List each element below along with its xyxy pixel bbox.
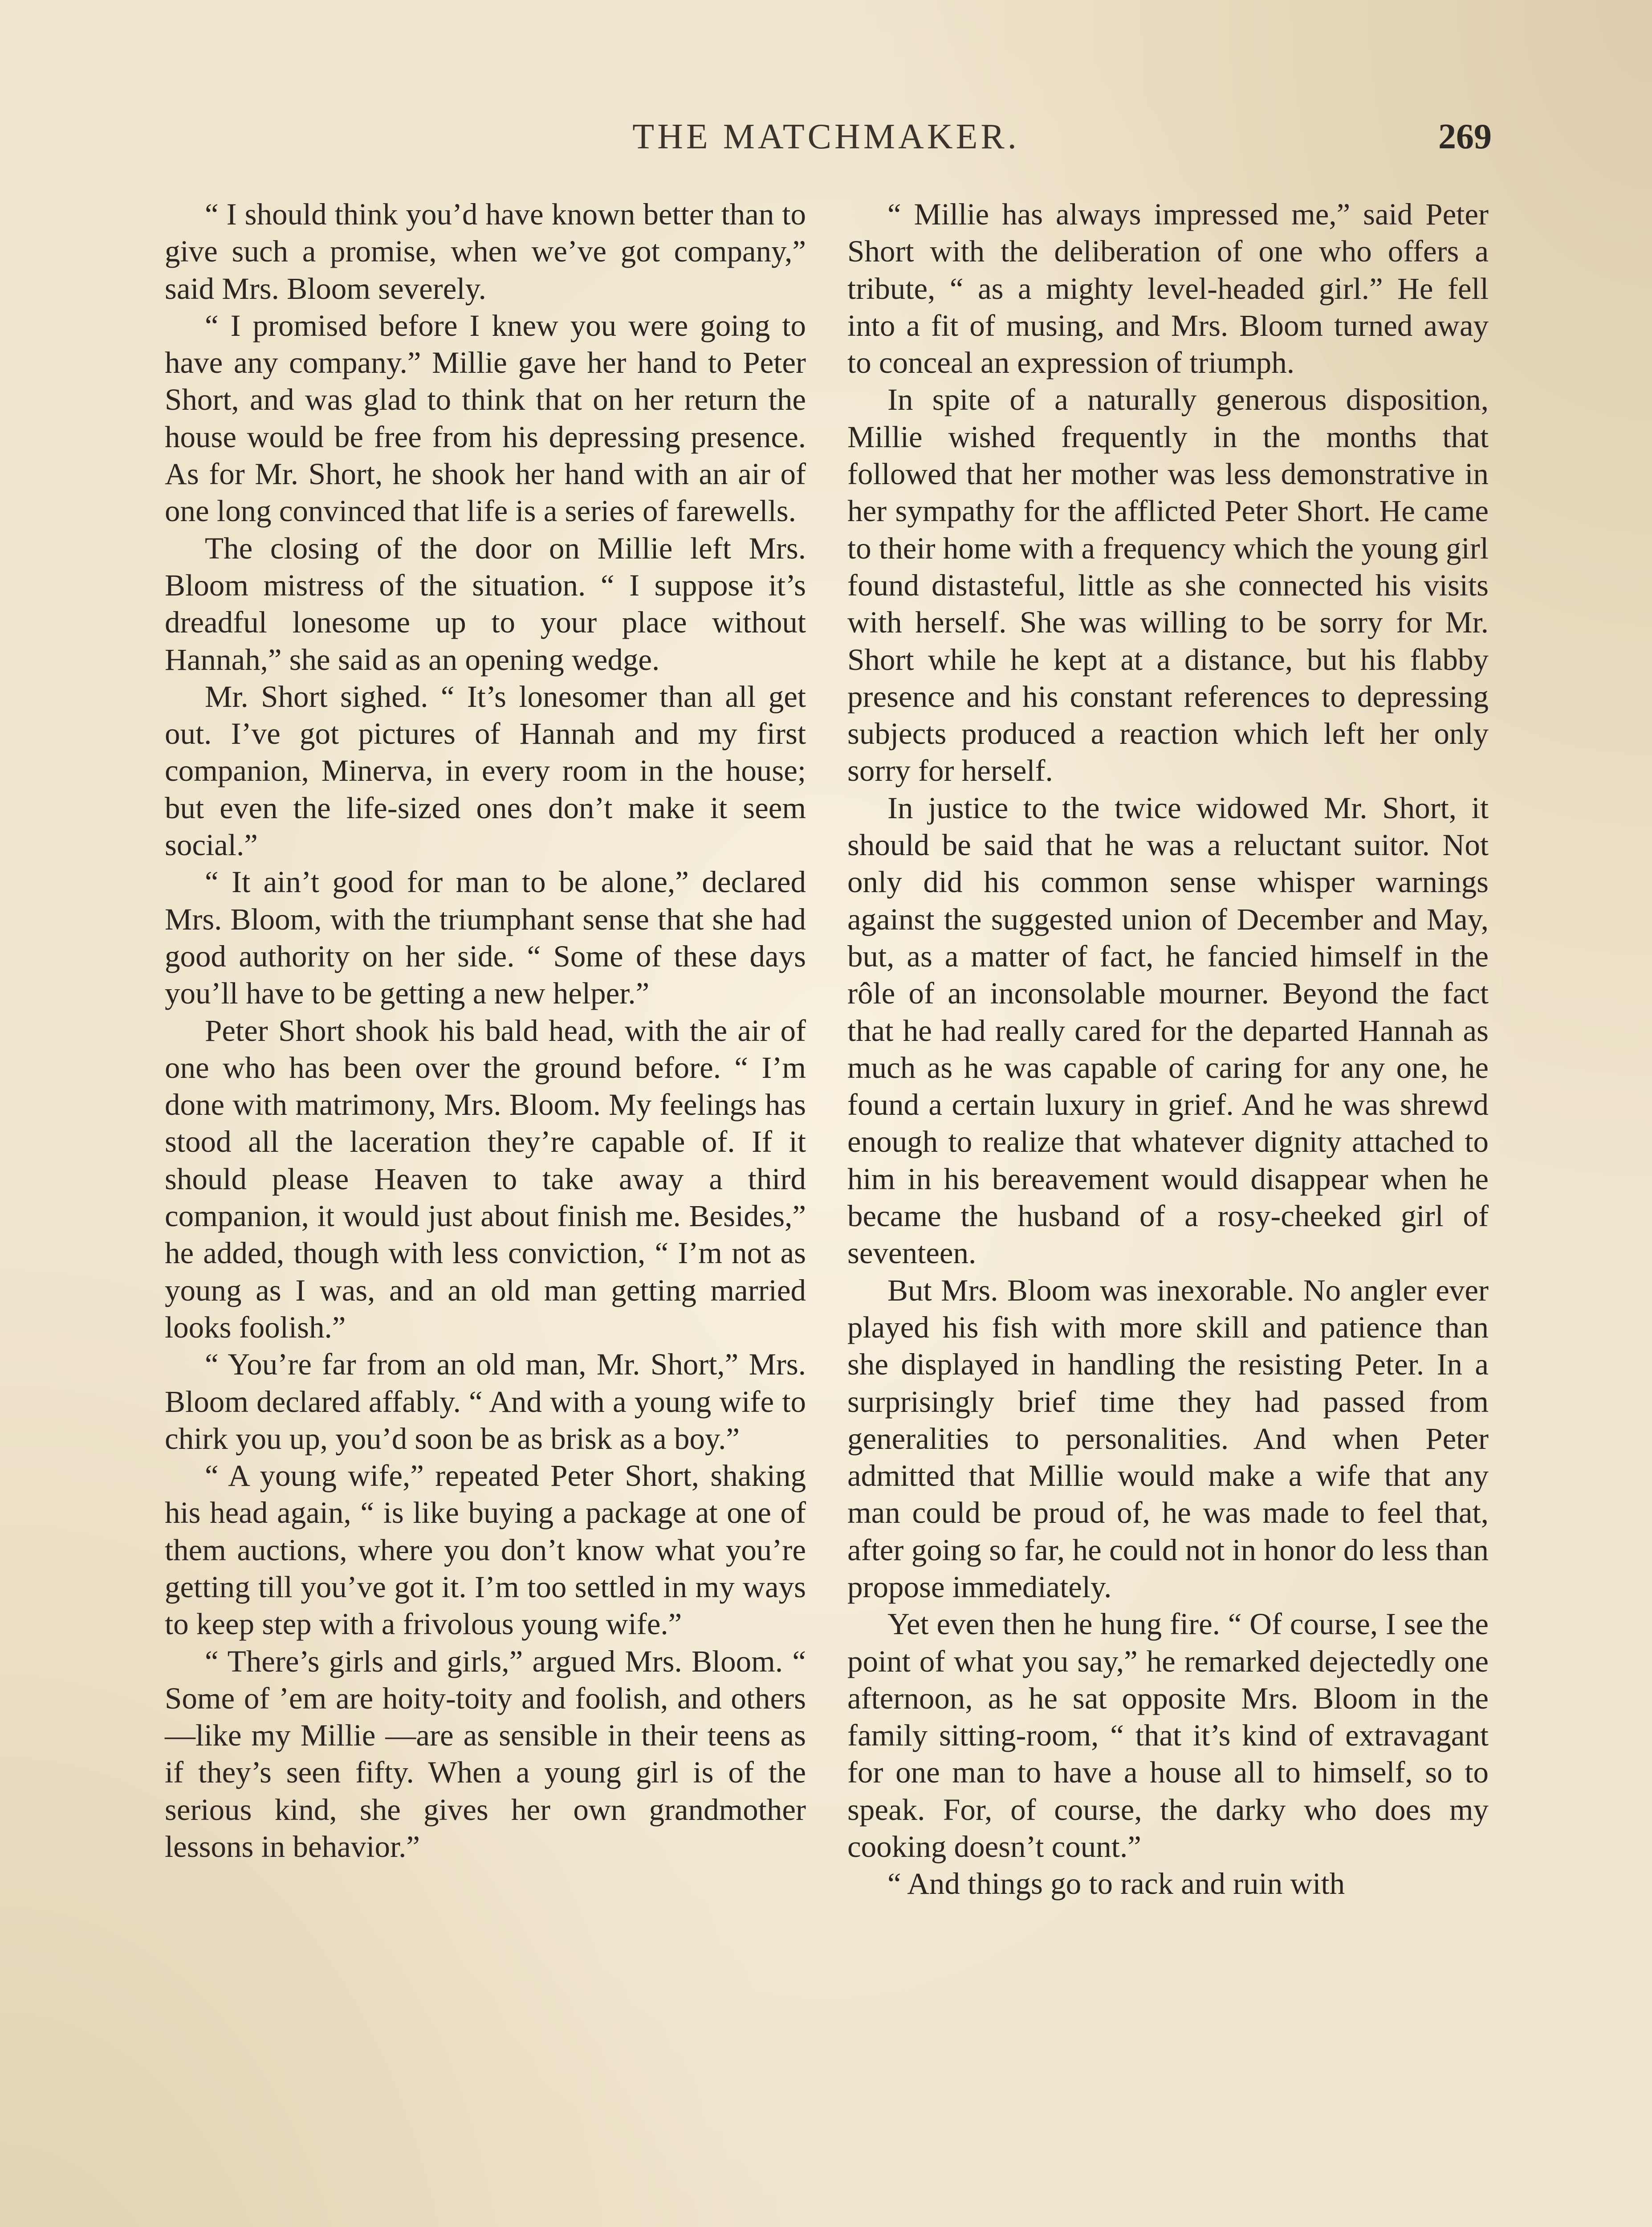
paragraph: “ And things go to rack and ruin with <box>887 1867 1345 1901</box>
paragraph: The closing of the door on Millie left Mrs. Bloom mistress of the situation. “ I suppose it’s dreadful lonesome up to your place without Hannah,” she said as an opening wedge. <box>165 531 806 677</box>
page-number: 269 <box>1438 117 1492 156</box>
paragraph: “ You’re far from an old man, Mr. Short,” Mrs. Bloom declared affably. “ And with a young wife to chirk you up, you’d soon be as brisk as a boy.” <box>165 1347 806 1456</box>
right-column <box>847 196 1489 1903</box>
paragraph: Peter Short shook his bald head, with the air of one who has been over the ground before. “ I’m done with matrimony, Mrs. Bloom. My feelings has stood all the laceration they’re capable of. If it should please Heaven to take away a third companion, it would just about finish me. Besides,” he added, though with less conviction, “ I’m not as young as I was, and an old man getting married looks foolish.” <box>165 1013 806 1344</box>
paragraph: But Mrs. Bloom was inexorable. No angler ever played his fish with more skill and patience than she displayed in handling the resisting Peter. In a surprisingly brief time they had passed from generalities to personalities. And when Peter admitted that Millie would make a wife that any man could be proud of, he was made to feel that, after going so far, he could not in honor do less than propose immediately. <box>847 1273 1489 1604</box>
paragraph: Yet even then he hung fire. “ Of course, I see the point of what you say,” he remarked dejectedly one afternoon, as he sat opposite Mrs. Bloom in the family sitting-room, “ that it’s kind of extravagant for one man to have a house all to himself, so to speak. For, of course, the darky who does my cooking doesn’t count.” <box>847 1607 1489 1864</box>
paragraph: In justice to the twice widowed Mr. Short, it should be said that he was a reluctant suitor. Not only did his common sense whisper warnings against the suggested union of December and May, but, as a matter of fact, he fancied himself in the rôle of an inconsolable mourner. Beyond the fact that he had really cared for the departed Hannah as much as he was capable of caring for any one, he found a certain luxury in grief. And he was shrewd enough to realize that whatever dignity attached to him in his bereavement would disappear when he became the husband of a rosy-cheeked girl of seventeen. <box>847 791 1489 1270</box>
paragraph: “ There’s girls and girls,” argued Mrs. Bloom. “ Some of ’em are hoity-toity and foolish, and others—like my Millie —are as sensible in their teens as if they’s seen fifty. When a young girl is of the serious kind, she gives her own grandmother lessons in behavior.” <box>165 1644 806 1864</box>
paragraph: Mr. Short sighed. “ It’s lonesomer than all get out. I’ve got pictures of Hannah and my first companion, Minerva, in every room in the house; but even the life-sized ones don’t make it seem social.” <box>165 679 806 862</box>
paragraph: “ I should think you’d have known better than to give such a promise, when we’ve got company,” said Mrs. Bloom severely. <box>165 197 806 306</box>
paragraph: “ It ain’t good for man to be alone,” declared Mrs. Bloom, with the triumphant sense that she had good authority on her side. “ Some of these days you’ll have to be getting a new helper.” <box>165 865 806 1011</box>
left-column <box>165 196 806 1865</box>
paragraph: In spite of a naturally generous disposition, Millie wished frequently in the months that followed that her mother was less demonstrative in her sympathy for the afflicted Peter Short. He came to their home with a frequency which the young girl found distasteful, little as she connected his visits with herself. She was willing to be sorry for Mr. Short while he kept at a distance, but his flabby presence and his constant references to depressing subjects produced a reaction which left her only sorry for herself. <box>847 383 1489 788</box>
paragraph: “ A young wife,” repeated Peter Short, shaking his head again, “ is like buying a package at one of them auctions, where you don’t know what you’re getting till you’ve got it. I’m too settled in my ways to keep step with a frivolous young wife.” <box>165 1459 806 1641</box>
paragraph: “ Millie has always impressed me,” said Peter Short with the deliberation of one who offers a tribute, “ as a mighty level-headed girl.” He fell into a fit of musing, and Mrs. Bloom turned away to conceal an expression of triumph. <box>847 197 1489 380</box>
running-head: THE MATCHMAKER. <box>632 117 1020 156</box>
paragraph: “ I promised before I knew you were going to have any company.” Millie gave her hand to Peter Short, and was glad to think that on her return the house would be free from his depressing presence. As for Mr. Short, he shook her hand with an air of one long convinced that life is a series of farewells. <box>165 308 806 528</box>
